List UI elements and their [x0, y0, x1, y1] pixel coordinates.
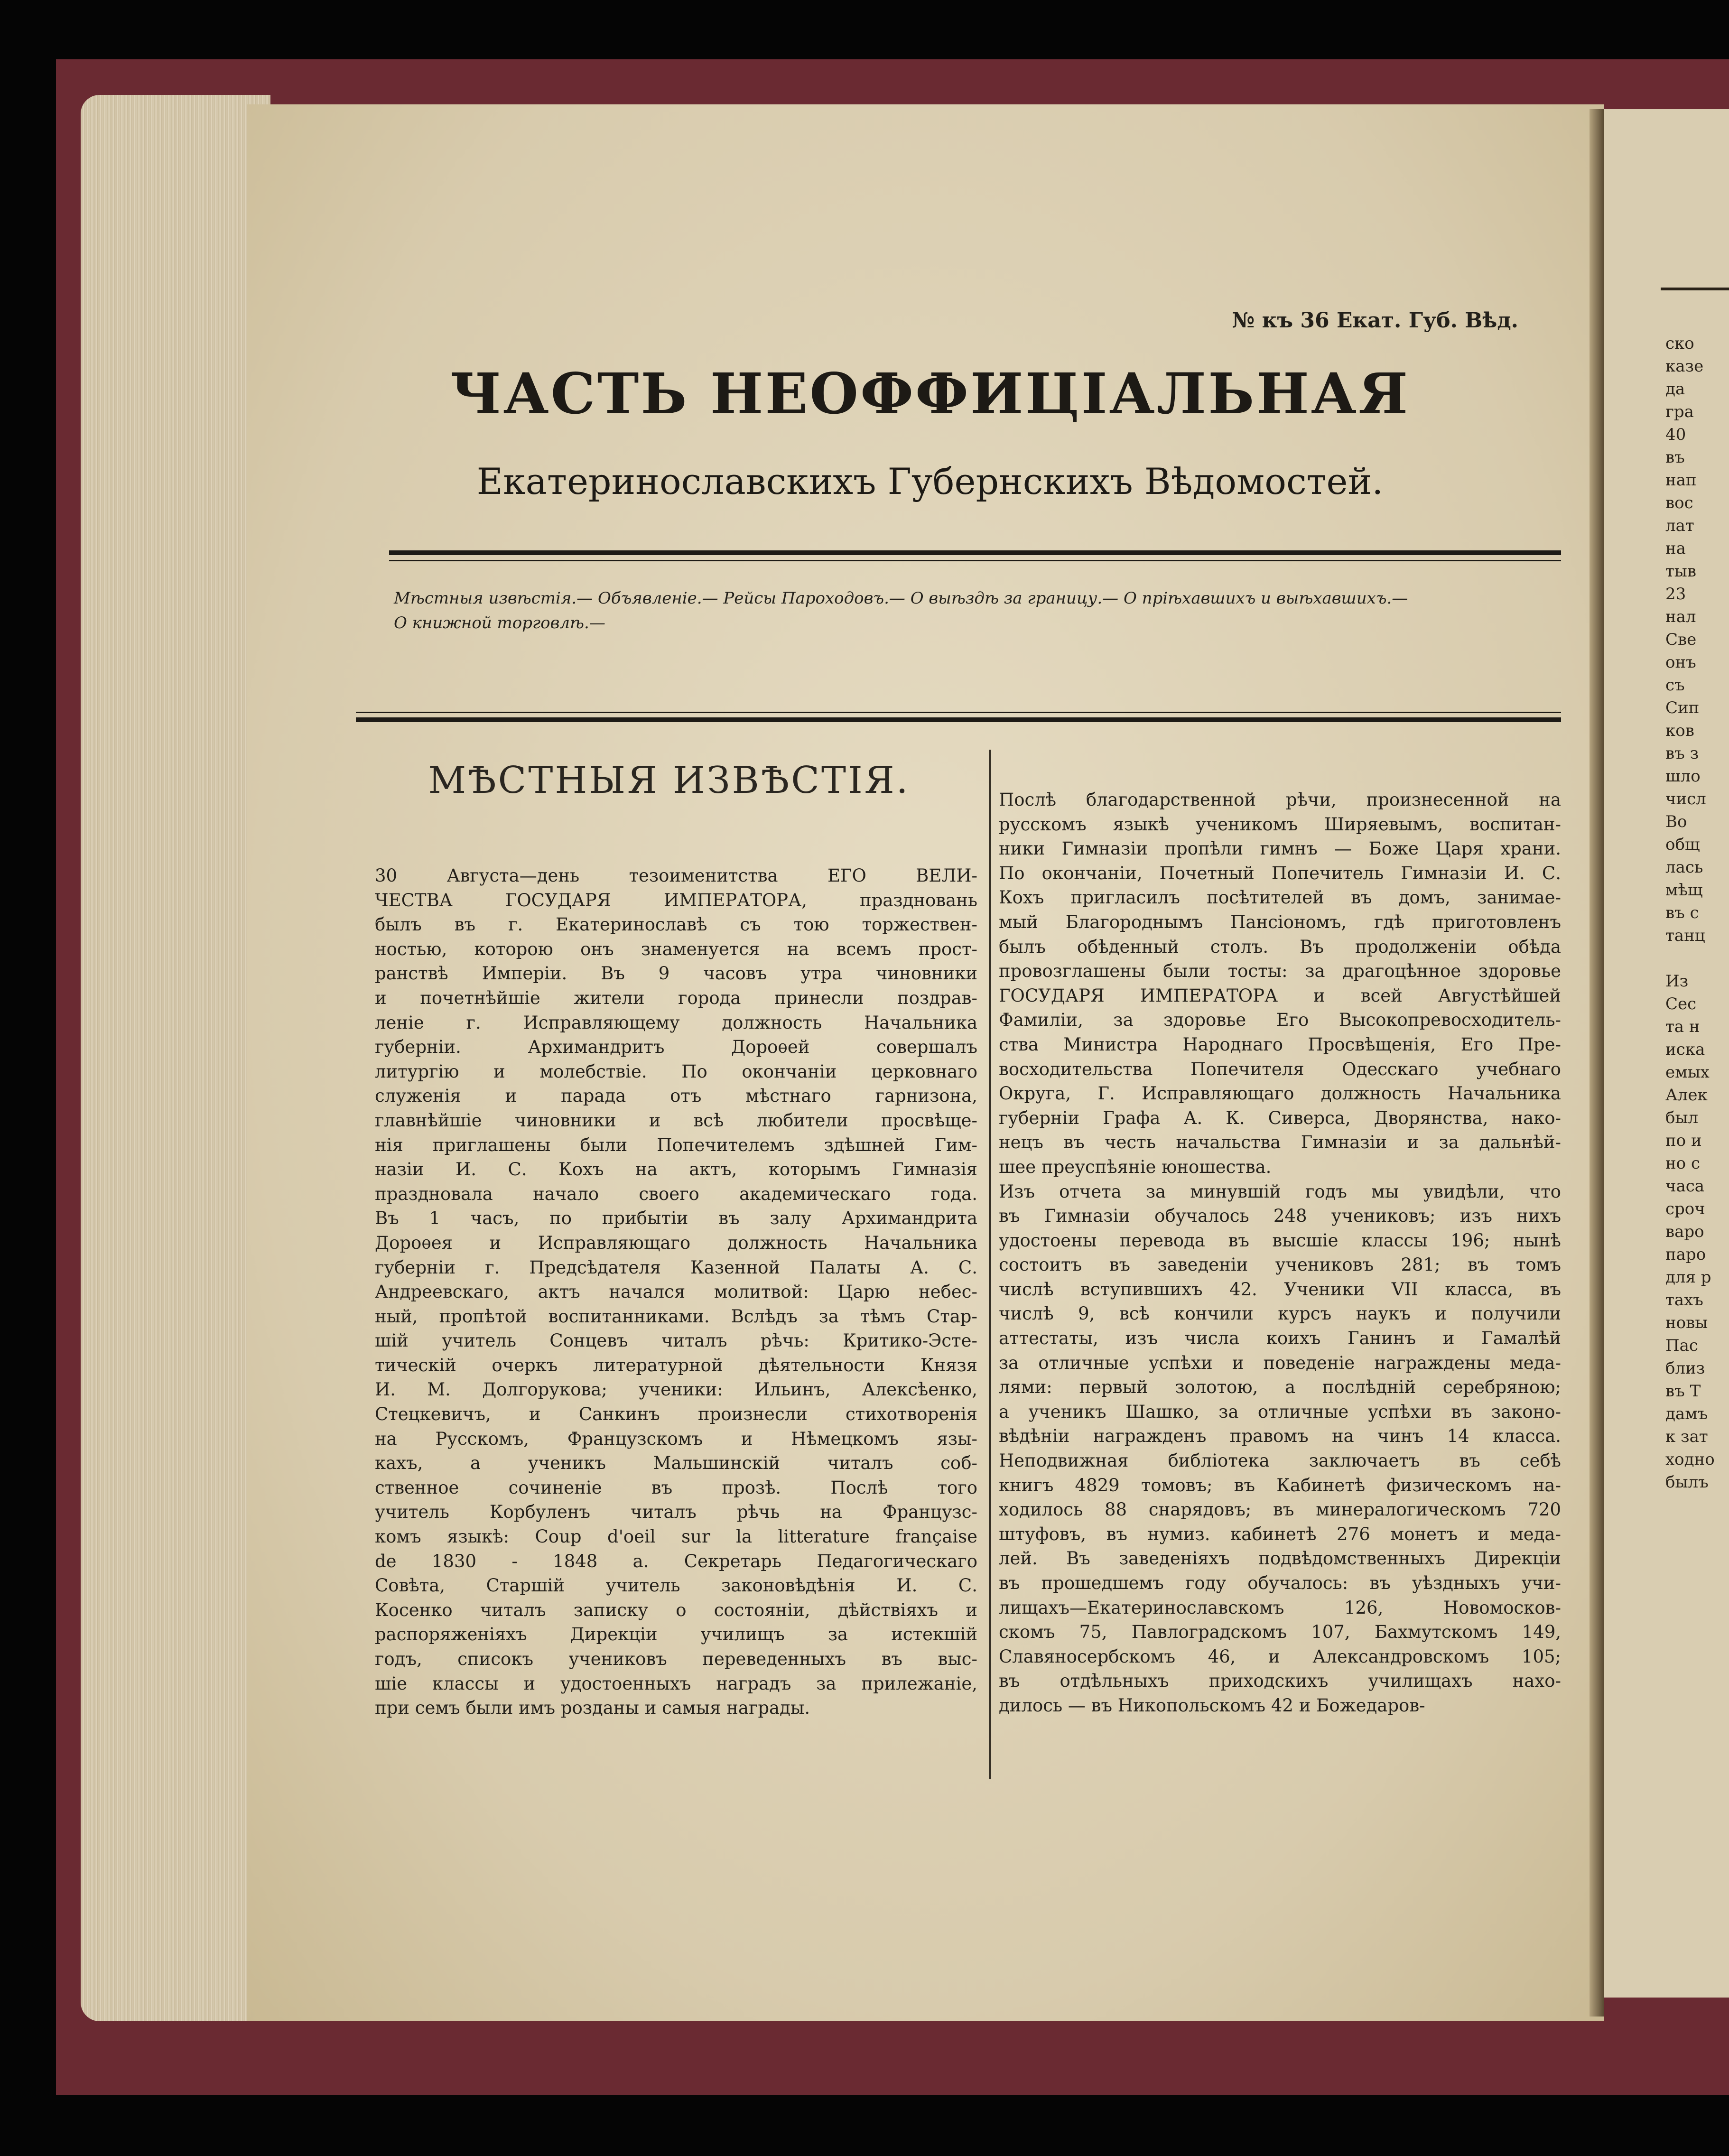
text-line: книгъ 4829 томовъ; въ Кабинетѣ физическомъ на-: [999, 1475, 1561, 1496]
facing-page-line: емых: [1665, 1063, 1710, 1082]
paper-title: Екатеринославскихъ Губернскихъ Вѣдомостей.: [476, 460, 1384, 502]
facing-page-line: Во: [1665, 812, 1687, 831]
part-title: ЧАСТЬ НЕОФФИЦІАЛЬНАЯ: [450, 361, 1410, 427]
left-column: [375, 864, 977, 1720]
text-line: состоитъ въ заведеніи учениковъ 281; въ томъ: [999, 1255, 1561, 1275]
facing-page-line: 40: [1665, 425, 1686, 444]
facing-page-line: та н: [1665, 1017, 1700, 1036]
text-line: лей. Въ заведеніяхъ подвѣдомственныхъ Дирекціи: [999, 1548, 1561, 1569]
text-line: дилось — въ Никопольскомъ 42 и Божедаров-: [999, 1695, 1425, 1716]
text-line: шій учитель Сонцевъ читалъ рѣчь: Критико-Эсте-: [375, 1330, 977, 1351]
text-line: главнѣйшіе чиновники и всѣ любители просвѣще-: [375, 1110, 977, 1131]
text-line: Косенко читалъ записку о состояніи, дѣйствіяхъ и: [375, 1599, 977, 1620]
text-line: 30 Августа—день тезоименитства ЕГО ВЕЛИ-: [375, 865, 977, 886]
text-line: нія приглашены были Попечителемъ здѣшней Гим-: [375, 1134, 977, 1155]
text-line: ностью, которою онъ знаменуется на всемъ прост-: [375, 939, 977, 959]
facing-page-line: Сес: [1665, 994, 1697, 1013]
text-line: de 1830 - 1848 a. Секретарь Педагогическаго: [375, 1551, 977, 1571]
facing-page-line: въ Т: [1665, 1382, 1701, 1401]
facing-page-line: новы: [1665, 1313, 1708, 1332]
text-line: былъ обѣденный столъ. Въ продолженіи обѣда: [999, 936, 1561, 957]
text-line: губерніи. Архимандритъ Дороѳей совершалъ: [375, 1037, 977, 1058]
text-line: Славяносербскомъ 46, и Александровскомъ 105;: [999, 1646, 1561, 1667]
text-line: въ отдѣльныхъ приходскихъ училищахъ нахо-: [999, 1671, 1561, 1691]
facing-page-line: Пас: [1665, 1336, 1698, 1355]
page-edges: [81, 95, 270, 2021]
facing-page-line: общ: [1665, 835, 1700, 854]
facing-page-text: [1604, 332, 1729, 1494]
text-line: учитель Корбуленъ читалъ рѣчь на Французс-: [375, 1502, 977, 1523]
contents-line-2: О книжной торговлѣ.—: [394, 613, 605, 632]
text-line: и почетнѣйшіе жители города принесли поздрав-: [375, 987, 977, 1008]
facing-page-line: ходно: [1665, 1450, 1715, 1469]
right-column: [999, 788, 1561, 1718]
facing-page-line: лась: [1665, 858, 1703, 877]
text-line: провозглашены были тосты: за драгоцѣнное здоровье: [999, 961, 1561, 982]
text-line: числѣ вступившихъ 42. Ученики VII класса, въ: [999, 1279, 1561, 1300]
text-line: служенія и парада отъ мѣстнаго гарнизона,: [375, 1086, 977, 1106]
text-line: Андреевскаго, актъ начался молитвой: Царю небес-: [375, 1282, 977, 1302]
facing-page-line: на: [1665, 539, 1686, 558]
text-line: за отличные успѣхи и поведеніе награждены меда-: [999, 1352, 1561, 1373]
text-line: Округа, Г. Исправляющаго должность Начальника: [999, 1083, 1561, 1104]
facing-page-line: для р: [1665, 1268, 1711, 1287]
facing-page-line: въ с: [1665, 903, 1699, 922]
text-line: ранствѣ Имперіи. Въ 9 часовъ утра чиновники: [375, 963, 977, 984]
contents-list: [394, 586, 1571, 635]
facing-page-line: Из: [1665, 972, 1689, 991]
facing-page-line: ско: [1665, 334, 1694, 353]
issue-reference: № къ 36 Екат. Губ. Вѣд.: [1232, 308, 1518, 333]
facing-page-line: Алек: [1665, 1086, 1708, 1105]
text-line: лищахъ—Екатеринославскомъ 126, Новомосков-: [999, 1597, 1561, 1618]
text-line: комъ языкѣ: Coup d'oeil sur la litterature française: [375, 1526, 977, 1547]
text-line: лями: первый золотою, а послѣдній серебряною;: [999, 1377, 1561, 1398]
text-line: шее преуспѣяніе юношества.: [999, 1156, 1272, 1177]
section-title: МѢСТНЫЯ ИЗВѢСТІЯ.: [428, 759, 910, 802]
facing-page-line: въ з: [1665, 744, 1699, 763]
text-line: тическій очеркъ литературной дѣятельности Князя: [375, 1355, 977, 1375]
contents-line-1: Мѣстныя извѣстія.— Объявленіе.— Рейсы Пароходовъ.— О выѣздѣ за границу.— О пріѣхавшихъ и выѣхавшихъ.—: [394, 589, 1408, 608]
facing-page-line: вос: [1665, 493, 1693, 512]
text-line: праздновала начало своего академическаго года.: [375, 1183, 977, 1204]
facing-page-line: шло: [1665, 767, 1701, 786]
text-line: шіе классы и удостоенныхъ наградъ за прилежаніе,: [375, 1673, 977, 1694]
text-line: штуфовъ, въ нумиз. кабинетѣ 276 монетъ и меда-: [999, 1524, 1561, 1544]
text-line: при семъ были имъ розданы и самыя награды.: [375, 1698, 810, 1719]
facing-page-line: лат: [1665, 516, 1694, 535]
facing-page-line: по и: [1665, 1131, 1702, 1150]
facing-page-line: тыв: [1665, 562, 1697, 581]
text-line: на Русскомъ, Французскомъ и Нѣмецкомъ язы-: [375, 1428, 977, 1449]
text-line: губерніи г. Предсѣдателя Казенной Палаты А. С.: [375, 1257, 977, 1278]
facing-page-line: Све: [1665, 630, 1697, 649]
text-line: скомъ 75, Павлоградскомъ 107, Бахмутскомъ 149,: [999, 1622, 1561, 1643]
facing-page-line: ков: [1665, 721, 1694, 740]
book-gutter: [1590, 109, 1604, 2017]
text-line: ники Гимназіи пропѣли гимнъ — Боже Царя храни.: [999, 838, 1561, 859]
bottom-rule-thin: [356, 712, 1561, 713]
text-line: вѣдѣніи награжденъ правомъ на чинъ 14 класса.: [999, 1426, 1561, 1447]
facing-page: [1604, 109, 1729, 1998]
text-line: годъ, списокъ учениковъ переведенныхъ въ выс-: [375, 1649, 977, 1669]
top-rule-thin: [389, 560, 1561, 561]
text-line: ходилось 88 снарядовъ; въ минералогическомъ 720: [999, 1499, 1561, 1520]
text-line: удостоены перевода въ высшіе классы 196; нынѣ: [999, 1230, 1561, 1251]
facing-page-line: онъ: [1665, 653, 1696, 672]
facing-page-line: к зат: [1665, 1427, 1708, 1446]
facing-page-line: танц: [1665, 926, 1705, 945]
text-line: распоряженіяхъ Дирекціи училищъ за истекшій: [375, 1624, 977, 1645]
facing-page-line: сроч: [1665, 1199, 1705, 1218]
facing-page-line: нап: [1665, 471, 1697, 490]
text-line: кахъ, а ученикъ Мальшинскій читалъ соб-: [375, 1453, 977, 1474]
top-double-rule: [389, 550, 1561, 555]
text-line: нецъ въ честь начальства Гимназіи и за дальнѣй-: [999, 1132, 1561, 1153]
text-line: Неподвижная библіотека заключаетъ въ себѣ: [999, 1450, 1561, 1471]
text-line: Изъ отчета за минувшій годъ мы увидѣли, что: [999, 1181, 1561, 1202]
text-line: аттестаты, изъ числа коихъ Ганинъ и Гамалѣй: [999, 1328, 1561, 1349]
text-line: леніе г. Исправляющему должность Начальника: [375, 1012, 977, 1033]
text-line: ства Министра Народнаго Просвѣщенія, Его Пре-: [999, 1034, 1561, 1055]
facing-page-line: гра: [1665, 402, 1694, 421]
text-line: въ прошедшемъ году обучалось: въ уѣздныхъ учи-: [999, 1573, 1561, 1593]
text-line: ЧЕСТВА ГОСУДАРЯ ИМПЕРАТОРА, праздновань: [375, 890, 977, 911]
text-line: Стецкевичъ, и Санкинъ произнесли стихотворенія: [375, 1404, 977, 1425]
text-line: былъ въ г. Екатеринославѣ съ тою торжествен-: [375, 914, 977, 935]
text-line: а ученикъ Шашко, за отличные успѣхи въ законо-: [999, 1401, 1561, 1422]
text-line: восходительства Попечителя Одесскаго учебнаго: [999, 1059, 1561, 1079]
facing-page-line: съ: [1665, 676, 1685, 695]
text-line: въ Гимназіи обучалось 248 учениковъ; изъ нихъ: [999, 1206, 1561, 1227]
text-line: ГОСУДАРЯ ИМПЕРАТОРА и всей Августѣйшей: [999, 985, 1561, 1006]
text-line: Фамиліи, за здоровье Его Высокопревосходитель-: [999, 1010, 1561, 1031]
text-line: назіи И. С. Кохъ на актъ, которымъ Гимназія: [375, 1159, 977, 1180]
facing-page-line: дамъ: [1665, 1404, 1708, 1423]
text-line: Послѣ благодарственной рѣчи, произнесенной на: [999, 790, 1561, 810]
facing-page-line: близ: [1665, 1359, 1705, 1378]
facing-page-line: [1604, 947, 1729, 970]
facing-page-line: варо: [1665, 1222, 1704, 1241]
text-line: Въ 1 часъ, по прибытіи въ залу Архимандрита: [375, 1208, 977, 1229]
text-line: литургію и молебствіе. По окончаніи церковнаго: [375, 1061, 977, 1082]
text-line: И. М. Долгорукова; ученики: Ильинъ, Алексѣенко,: [375, 1379, 977, 1400]
text-line: числѣ 9, всѣ кончили курсъ наукъ и получили: [999, 1303, 1561, 1324]
text-line: русскомъ языкѣ ученикомъ Ширяевымъ, воспитан-: [999, 814, 1561, 835]
facing-page-rule: [1661, 288, 1729, 290]
facing-page-line: но с: [1665, 1154, 1700, 1173]
facing-page-line: былъ: [1665, 1473, 1709, 1492]
text-line: Дороѳея и Исправляющаго должность Начальника: [375, 1232, 977, 1253]
facing-page-line: числ: [1665, 790, 1706, 808]
text-line: ственное сочиненіе въ прозѣ. Послѣ того: [375, 1477, 977, 1498]
facing-page-line: казе: [1665, 357, 1704, 376]
column-divider: [989, 750, 991, 1779]
facing-page-line: 23: [1665, 585, 1686, 604]
text-line: мый Благороднымъ Пансіономъ, гдѣ приготовленъ: [999, 911, 1561, 932]
facing-page-line: паро: [1665, 1245, 1706, 1264]
facing-page-line: мѣщ: [1665, 881, 1703, 900]
facing-page-line: да: [1665, 380, 1685, 399]
facing-page-line: был: [1665, 1108, 1699, 1127]
bottom-double-rule: [356, 717, 1561, 722]
facing-page-line: Сип: [1665, 698, 1700, 717]
facing-page-line: нал: [1665, 607, 1696, 626]
text-line: Совѣта, Старшій учитель законовѣдѣнія И. С.: [375, 1575, 977, 1596]
text-line: По окончаніи, Почетный Попечитель Гимназіи И. С.: [999, 863, 1561, 883]
facing-page-line: въ: [1665, 448, 1685, 467]
text-line: губерніи Графа А. К. Сиверса, Дворянства, нако-: [999, 1107, 1561, 1128]
text-line: Кохъ пригласилъ посѣтителей въ домъ, занимае-: [999, 887, 1561, 908]
facing-page-line: тахъ: [1665, 1291, 1703, 1310]
facing-page-line: иска: [1665, 1040, 1705, 1059]
facing-page-line: часа: [1665, 1177, 1705, 1196]
text-line: ный, пропѣтой воспитанниками. Вслѣдъ за тѣмъ Стар-: [375, 1306, 977, 1327]
